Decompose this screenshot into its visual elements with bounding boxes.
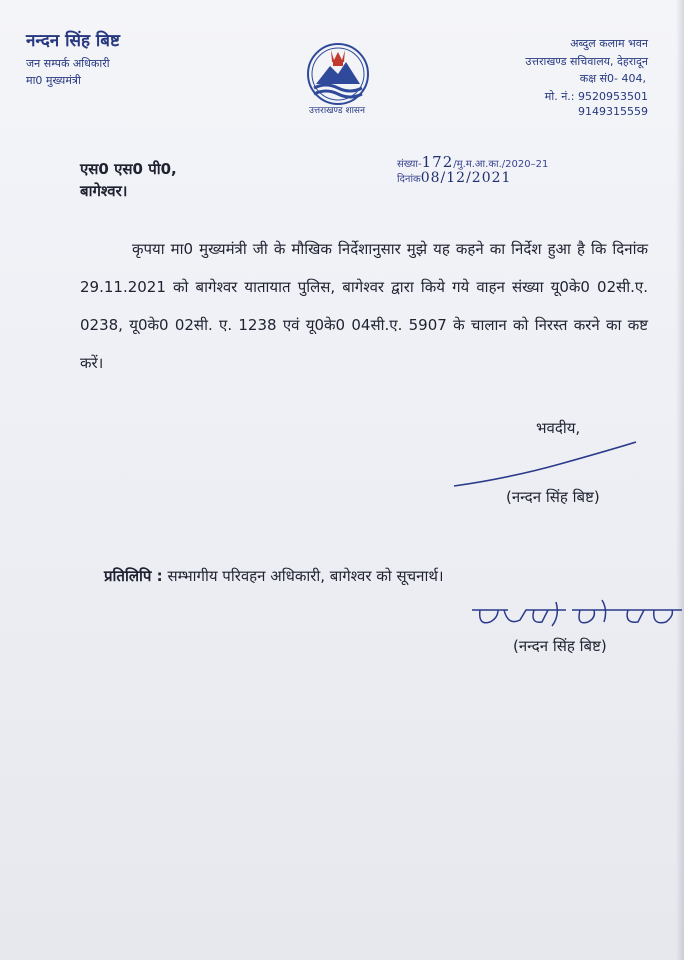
closing-salutation: भवदीय, <box>536 419 581 437</box>
reference-number-label: संख्या- <box>397 159 422 170</box>
mobile-number: मो. नं.: 9520953501 <box>544 90 648 103</box>
emblem-caption: उत्तराखण्ड शासन <box>308 106 365 116</box>
sender-name: नन्दन सिंह बिष्ट <box>26 31 120 51</box>
body-paragraph: कृपया मा0 मुख्यमंत्री जी के मौखिक निर्देशानुसार मुझे यह कहने का निर्देश हुआ है कि दिनांक 29.11.2021 को बागेश्वर यातायात पुलिस, बागेश्वर द्वारा किये गये वाहन संख्या यू0के0 02सी.ए. 0238, यू0के0 02सी. ए. 1238 एवं यू0के0 04सी.ए. 5907 के चालान को निरस्त करने का कष्ट करें। <box>80 240 648 372</box>
signer-name: (नन्दन सिंह बिष्ट) <box>506 488 600 506</box>
reference-number-value: 172 <box>421 153 454 171</box>
copy-label: प्रतिलिपि : <box>104 567 163 585</box>
page-edge-shadow <box>676 0 684 960</box>
signature-stroke-icon <box>450 440 640 490</box>
reference-date-value: 08/12/2021 <box>420 170 512 186</box>
sender-office: मा0 मुख्यमंत्री <box>26 74 81 87</box>
reference-number <box>397 153 548 171</box>
reference-number-suffix: /मु.म.आ.का./2020–21 <box>453 159 549 170</box>
room-number: कक्ष सं0- 404, <box>579 72 646 85</box>
reference-date <box>397 170 511 186</box>
copy-signer-name: (नन्दन सिंह बिष्ट) <box>513 637 607 655</box>
sender-role: जन सम्पर्क अधिकारी <box>26 57 110 70</box>
address-line: उत्तराखण्ड सचिवालय, देहरादून <box>525 55 648 68</box>
address-line: अब्दुल कलाम भवन <box>570 37 648 50</box>
mobile-number-alt: 9149315559 <box>578 105 648 118</box>
recipient-title: एस0 एस0 पी0, <box>80 160 177 178</box>
letter-body <box>80 230 648 382</box>
handwritten-signature <box>468 596 684 634</box>
reference-date-label: दिनांक <box>397 174 421 185</box>
copy-to <box>104 566 444 586</box>
copy-text: सम्भागीय परिवहन अधिकारी, बागेश्वर को सूचनार्थ। <box>167 567 444 585</box>
recipient-place: बागेश्वर। <box>80 182 128 200</box>
